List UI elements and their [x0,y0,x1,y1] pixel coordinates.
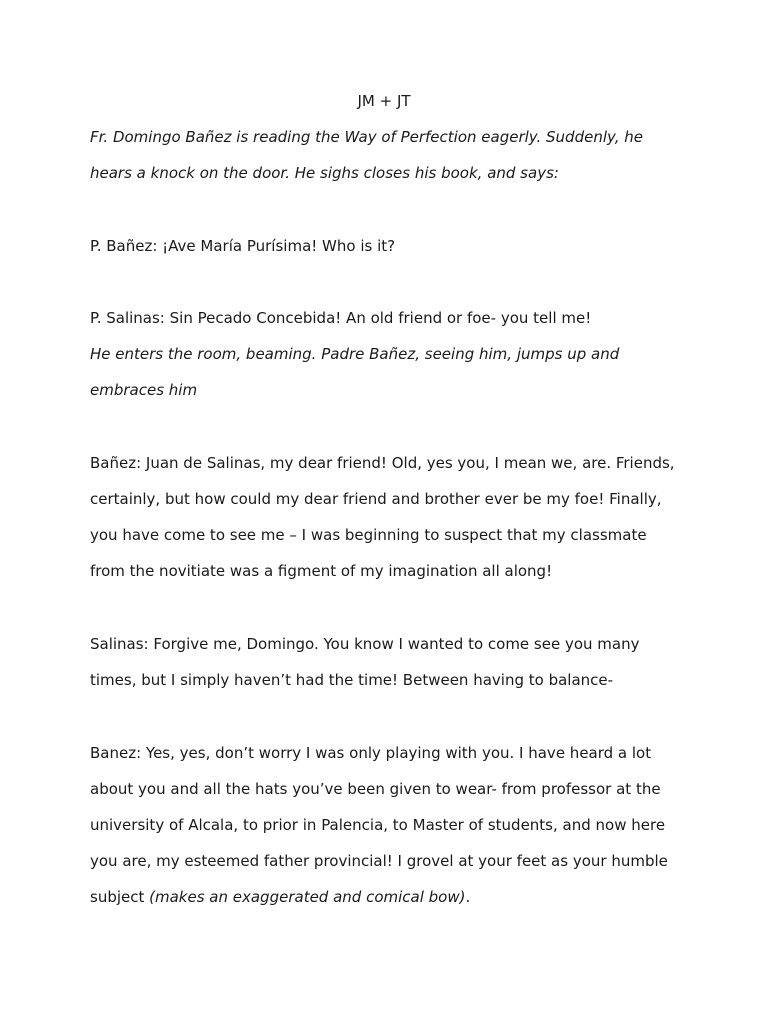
dialogue-line: you are, my esteemed father provincial! I grovel at your feet as your humble [90,852,668,870]
stage-direction-line: hears a knock on the door. He sighs closes his book, and says: [90,164,559,182]
inline-stage-direction: (makes an exaggerated and comical bow) [149,888,466,906]
dialogue-line: Salinas: Forgive me, Domingo. You know I wanted to come see you many [90,635,640,653]
dialogue-line: Banez: Yes, yes, don’t worry I was only playing with you. I have heard a lot [90,744,652,762]
dialogue-line: about you and all the hats you’ve been given to wear- from professor at the [90,780,661,798]
dialogue-line: you have come to see me – I was beginning to suspect that my classmate [90,526,647,544]
page-title: JM + JT [357,92,411,110]
stage-direction-line: He enters the room, beaming. Padre Bañez, seeing him, jumps up and [90,345,620,363]
dialogue-line: university of Alcala, to prior in Palencia, to Master of students, and now here [90,816,666,834]
stage-direction-line: embraces him [90,381,198,399]
dialogue-line: P. Salinas: Sin Pecado Concebida! An old friend or foe- you tell me! [90,309,592,327]
dialogue-text: . [465,888,471,906]
dialogue-line-with-direction [90,887,470,907]
dialogue-line: times, but I simply haven’t had the time! Between having to balance- [90,671,614,689]
stage-direction-line: Fr. Domingo Bañez is reading the Way of Perfection eagerly. Suddenly, he [90,128,643,146]
dialogue-line: Bañez: Juan de Salinas, my dear friend! Old, yes you, I mean we, are. Friends, [90,454,675,472]
dialogue-line: certainly, but how could my dear friend and brother ever be my foe! Finally, [90,490,662,508]
dialogue-line: P. Bañez: ¡Ave María Purísima! Who is it? [90,237,396,255]
dialogue-line: from the novitiate was a figment of my imagination all along! [90,562,553,580]
dialogue-text: subject [90,888,150,906]
